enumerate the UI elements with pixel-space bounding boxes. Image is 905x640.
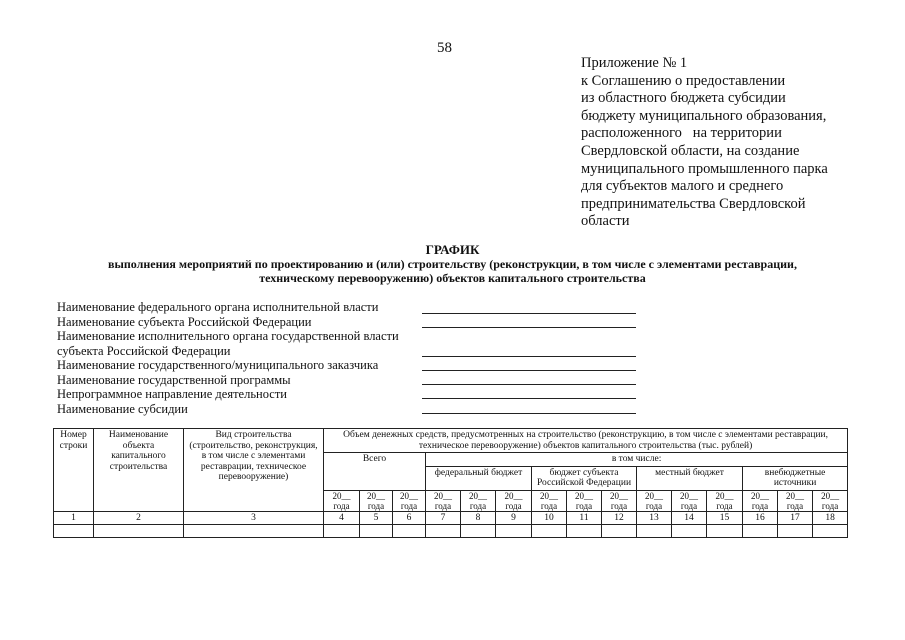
appendix-line: предпринимательства Свердловской bbox=[581, 195, 806, 212]
appendix-line: бюджету муниципального образования, bbox=[581, 107, 827, 124]
header-row-number: Номер строки bbox=[54, 429, 94, 512]
table-cell bbox=[532, 525, 567, 538]
table-cell bbox=[461, 525, 496, 538]
page-number: 58 bbox=[437, 40, 452, 56]
appendix-line: для субъектов малого и среднего bbox=[581, 178, 784, 195]
field-blank-subject bbox=[422, 327, 636, 328]
appendix-block bbox=[581, 55, 881, 231]
table-cell bbox=[324, 525, 360, 538]
year-cell: 20__ года bbox=[707, 490, 743, 511]
header-federal: федеральный бюджет bbox=[426, 466, 532, 490]
year-cell: 20__ года bbox=[461, 490, 496, 511]
table-cell bbox=[567, 525, 602, 538]
year-cell: 20__ года bbox=[324, 490, 360, 511]
field-label-customer: Наименование государственного/муниципального заказчика bbox=[57, 358, 379, 372]
column-number: 15 bbox=[707, 511, 743, 525]
year-cell: 20__ года bbox=[360, 490, 393, 511]
column-number: 5 bbox=[360, 511, 393, 525]
appendix-line: из областного бюджета субсидии bbox=[581, 90, 786, 107]
year-cell: 20__ года bbox=[778, 490, 813, 511]
table-cell bbox=[602, 525, 637, 538]
year-cell: 20__ года bbox=[496, 490, 532, 511]
table-cell bbox=[813, 525, 848, 538]
year-cell: 20__ года bbox=[393, 490, 426, 511]
table-cell bbox=[637, 525, 672, 538]
field-label-program: Наименование государственной программы bbox=[57, 372, 291, 387]
header-regional: бюджет субъекта Российской Федерации bbox=[532, 466, 637, 490]
title-subline: выполнения мероприятий по проектированию и (или) строительству (реконструкции, в том числе с элементами реставрации, bbox=[108, 257, 797, 271]
field-blank-executive-body bbox=[422, 356, 636, 357]
table-cell bbox=[743, 525, 778, 538]
column-number: 13 bbox=[637, 511, 672, 525]
table-cell bbox=[393, 525, 426, 538]
column-number: 4 bbox=[324, 511, 360, 525]
header-extrabudget: внебюджетные источники bbox=[743, 466, 848, 490]
field-label-non-program: Непрограммное направление деятельности bbox=[57, 387, 287, 401]
column-number: 12 bbox=[602, 511, 637, 525]
table-cell bbox=[496, 525, 532, 538]
column-number: 8 bbox=[461, 511, 496, 525]
field-blank-federal-body bbox=[422, 313, 636, 314]
column-number: 3 bbox=[184, 511, 324, 525]
title-subline: техническому перевооружению) объектов капитального строительства bbox=[259, 271, 646, 285]
column-number: 14 bbox=[672, 511, 707, 525]
header-including: в том числе: bbox=[426, 453, 848, 467]
header-construction-type: Вид строительства (строительство, реконструкция, в том числе с элементами реставрации, техническое перевооружение) bbox=[184, 429, 324, 512]
year-cell: 20__ года bbox=[637, 490, 672, 511]
table-cell bbox=[672, 525, 707, 538]
table-row bbox=[54, 525, 848, 538]
column-number: 10 bbox=[532, 511, 567, 525]
document-title: ГРАФИК bbox=[425, 242, 480, 257]
column-number: 18 bbox=[813, 511, 848, 525]
appendix-line: Приложение № 1 bbox=[581, 55, 688, 71]
column-number: 16 bbox=[743, 511, 778, 525]
header-funding: Объем денежных средств, предусмотренных на строительство (реконструкцию, в том числе с элементами реставрации, техническое перевооружение) объектов капитального строительства (тыс. рублей) bbox=[324, 429, 848, 453]
schedule-table bbox=[53, 428, 848, 538]
column-number: 9 bbox=[496, 511, 532, 525]
column-number: 17 bbox=[778, 511, 813, 525]
table-cell bbox=[184, 525, 324, 538]
table-cell bbox=[54, 525, 94, 538]
table-cell bbox=[707, 525, 743, 538]
table-cell bbox=[778, 525, 813, 538]
appendix-line: расположенного на территории bbox=[581, 125, 782, 142]
header-local: местный бюджет bbox=[637, 466, 743, 490]
year-cell: 20__ года bbox=[602, 490, 637, 511]
field-blank-customer bbox=[422, 370, 636, 371]
appendix-line: области bbox=[581, 213, 630, 230]
year-cell: 20__ года bbox=[672, 490, 707, 511]
field-blank-subsidy bbox=[422, 413, 636, 414]
column-number: 6 bbox=[393, 511, 426, 525]
field-label-subject: Наименование субъекта Российской Федерации bbox=[57, 314, 312, 329]
year-cell: 20__ года bbox=[813, 490, 848, 511]
year-cell: 20__ года bbox=[567, 490, 602, 511]
field-label-executive-body: Наименование исполнительного органа государственной власти bbox=[57, 329, 399, 343]
table-cell bbox=[360, 525, 393, 538]
field-blank-program bbox=[422, 384, 636, 385]
appendix-line: к Соглашению о предоставлении bbox=[581, 72, 786, 89]
header-total: Всего bbox=[324, 453, 426, 491]
field-label-federal-body: Наименование федерального органа исполнительной власти bbox=[57, 300, 379, 314]
year-cell: 20__ года bbox=[426, 490, 461, 511]
column-number: 1 bbox=[54, 511, 94, 525]
column-number: 2 bbox=[94, 511, 184, 525]
table-cell bbox=[426, 525, 461, 538]
column-number: 7 bbox=[426, 511, 461, 525]
field-label-subsidy: Наименование субсидии bbox=[57, 401, 188, 416]
year-cell: 20__ года bbox=[532, 490, 567, 511]
table-cell bbox=[94, 525, 184, 538]
field-label-executive-body-cont: субъекта Российской Федерации bbox=[57, 343, 231, 358]
appendix-line: муниципального промышленного парка bbox=[581, 160, 828, 177]
appendix-line: Свердловской области, на создание bbox=[581, 142, 800, 159]
year-cell: 20__ года bbox=[743, 490, 778, 511]
header-object-name: Наименование объекта капитального строительства bbox=[94, 429, 184, 512]
field-blank-non-program bbox=[422, 398, 636, 399]
column-number: 11 bbox=[567, 511, 602, 525]
